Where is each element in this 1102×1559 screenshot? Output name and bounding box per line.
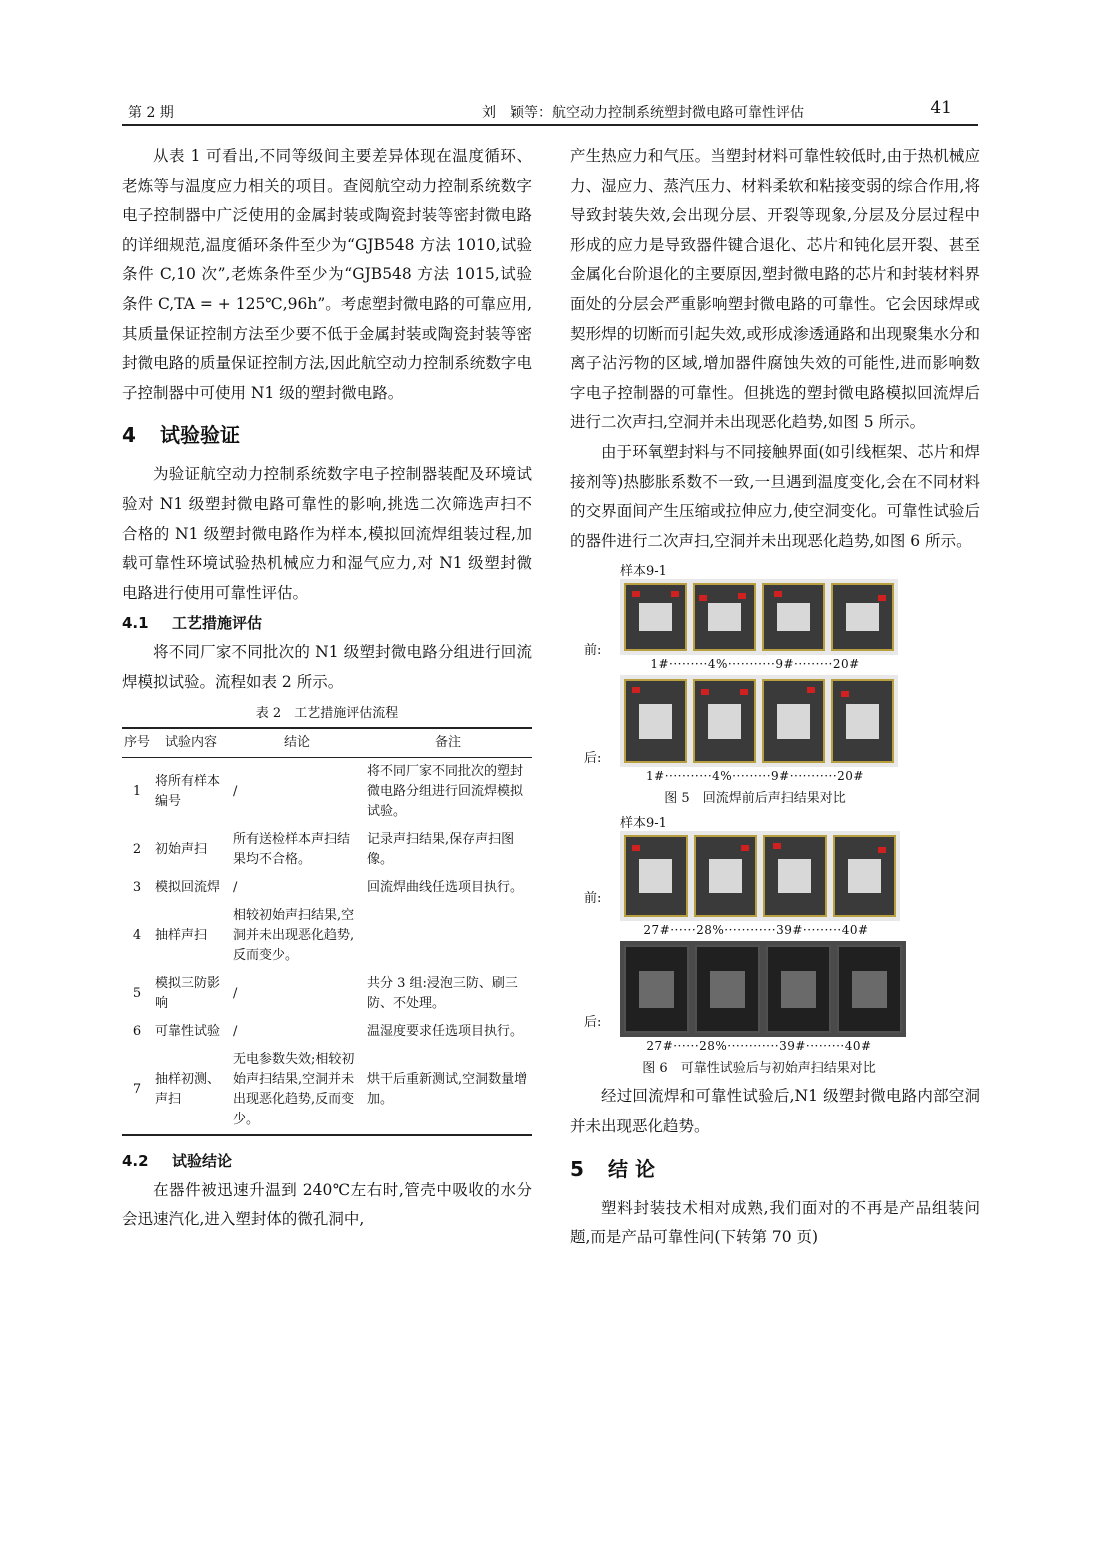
table-row — [122, 826, 532, 874]
row-item: 抽样初测、声扫 — [152, 1046, 230, 1135]
row-number: 7 — [122, 1046, 152, 1135]
scan-image-after — [620, 675, 898, 767]
subsection-heading-4-2 — [122, 1148, 532, 1174]
table-caption: 表 2 工艺措施评估流程 — [255, 705, 399, 721]
table-row — [122, 970, 532, 1018]
row-result: / — [233, 783, 238, 799]
row-number: 3 — [132, 879, 142, 895]
section-heading-5 — [570, 1154, 980, 1184]
section-heading-4 — [122, 420, 532, 450]
paragraph: 为验证航空动力控制系统数字电子控制器装配及环境试验对 N1 级塑封微电路可靠性的影响,挑选二次筛选声扫不合格的 N1 级塑封微电路作为样本,模拟回流焊组装过程,加载可靠性环境试验热机械应力和湿气应力,对 N1 级塑封微电路进行使用可靠性评估。 — [122, 465, 532, 602]
paragraph: 产生热应力和气压。当塑封材料可靠性较低时,由于热机械应力、湿应力、蒸汽压力、材料柔软和粘接变弱的综合作用,将导致封装失效,会出现分层、开裂等现象,分层及分层过程中形成的应力是导致器件键合退化、芯片和钝化层开裂、甚至金属化台阶退化的主要原因,塑封微电路的芯片和封装材料界面处的分层会严重影响塑封微电路的可靠性。它会因球焊或契形焊的切断而引起失效,或形成渗透通路和出现聚集水分和离子沾污物的区域,增加器件腐蚀失效的可能性,进而影响数字电子控制器的可靠性。但挑选的塑封微电路模拟回流焊后进行二次声扫,空洞并未出现恶化趋势,如图 5 所示。 — [570, 147, 980, 432]
right-column — [570, 142, 980, 1253]
chip-image — [693, 583, 756, 651]
row-item: 初始声扫 — [155, 841, 208, 857]
figure-5 — [584, 560, 940, 807]
row-number: 2 — [132, 841, 142, 857]
chip-image — [693, 679, 756, 763]
chip-image — [763, 835, 827, 917]
paragraph: 在器件被迅速升温到 240℃左右时,管壳中吸收的水分会迅速汽化,进入塑封体的微孔洞中, — [122, 1180, 532, 1229]
sample-ticks: 1#·········4%···········9#·········20# — [650, 657, 860, 672]
row-note: 将不同厂家不同批次的塑封微电路分组进行回流焊模拟试验。 — [367, 763, 524, 819]
chip-image — [694, 835, 758, 917]
running-title: 刘 颖等：航空动力控制系统塑封微电路可靠性评估 — [482, 105, 804, 121]
subsection-title: 试验结论 — [172, 1151, 233, 1170]
table-header-cell: 结论 — [230, 728, 364, 758]
figure-caption: 图 5 回流焊前后声扫结果对比 — [664, 791, 846, 807]
figure-sample-label: 样本9-1 — [620, 816, 667, 832]
before-label: 前: — [584, 643, 602, 659]
chip-image — [831, 583, 894, 651]
subsection-number: 4.1 — [122, 614, 149, 633]
row-item: 可靠性试验 — [155, 1023, 221, 1039]
row-result: / — [233, 879, 238, 895]
after-label: 后: — [584, 751, 602, 767]
row-note: 回流焊曲线任选项目执行。 — [367, 879, 524, 895]
row-result: 所有送检样本声扫结果均不合格。 — [233, 831, 351, 867]
section-number: 5 — [570, 1156, 584, 1181]
subsection-number: 4.2 — [122, 1151, 149, 1170]
paragraph: 塑料封装技术相对成熟,我们面对的不再是产品组装问题,而是产品可靠性问(下转第 70 页) — [570, 1198, 980, 1247]
chip-image — [624, 945, 689, 1033]
chip-image — [833, 835, 897, 917]
row-number: 6 — [132, 1023, 142, 1039]
paragraph: 经过回流焊和可靠性试验后,N1 级塑封微电路内部空洞并未出现恶化趋势。 — [570, 1087, 980, 1135]
paragraph: 将不同厂家不同批次的 N1 级塑封微电路分组进行回流焊模拟试验。流程如表 2 所示。 — [122, 643, 532, 691]
row-result: / — [233, 985, 238, 1001]
sample-ticks: 1#···········4%·········9#···········20# — [646, 769, 864, 784]
row-item: 将所有样本编号 — [155, 773, 221, 809]
sample-ticks: 27#······28%············39#·········40# — [646, 1039, 872, 1054]
chip-image — [624, 679, 687, 763]
row-number: 5 — [132, 985, 142, 1001]
scan-image-before — [620, 579, 898, 655]
before-label: 前: — [584, 891, 602, 907]
row-note — [364, 902, 532, 970]
row-item: 模拟回流焊 — [155, 879, 221, 895]
row-note: 烘干后重新测试,空洞数量增加。 — [364, 1046, 532, 1135]
table-header-cell: 备注 — [364, 728, 532, 758]
scan-image-after — [620, 941, 906, 1037]
table-header-cell: 序号 — [122, 728, 152, 758]
subsection-heading-4-1 — [122, 610, 532, 636]
section-number: 4 — [122, 423, 136, 448]
chip-image — [837, 945, 902, 1033]
table-row — [122, 1018, 532, 1046]
table-row — [122, 902, 532, 970]
table-row — [122, 757, 532, 826]
table-header-row — [122, 728, 532, 758]
chip-image — [624, 835, 688, 917]
process-table — [122, 727, 532, 1136]
chip-image — [762, 583, 825, 651]
table-row — [122, 1046, 532, 1135]
chip-image — [831, 679, 894, 763]
chip-image — [624, 583, 687, 651]
scan-image-before — [620, 831, 900, 921]
issue-label: 第 2 期 — [128, 105, 174, 121]
row-item: 抽样声扫 — [155, 927, 208, 943]
table-header-cell: 试验内容 — [152, 728, 230, 758]
row-note: 记录声扫结果,保存声扫图像。 — [367, 831, 515, 867]
row-number: 4 — [132, 927, 142, 943]
running-header — [122, 98, 978, 126]
after-label: 后: — [584, 1015, 602, 1031]
chip-image — [766, 945, 831, 1033]
chip-image — [695, 945, 760, 1033]
section-title: 试验验证 — [160, 423, 240, 448]
section-title: 结 论 — [608, 1156, 655, 1181]
figure-caption: 图 6 可靠性试验后与初始声扫结果对比 — [642, 1061, 876, 1077]
figure-6 — [584, 812, 940, 1077]
chip-image — [762, 679, 825, 763]
row-note: 共分 3 组:浸泡三防、刷三防、不处理。 — [367, 975, 518, 1011]
table-row — [122, 874, 532, 902]
subsection-title: 工艺措施评估 — [172, 614, 263, 633]
row-result: 相较初始声扫结果,空洞并未出现恶化趋势,反而变少。 — [233, 907, 355, 963]
paragraph: 从表 1 可看出,不同等级间主要差异体现在温度循环、老炼等与温度应力相关的项目。查阅航空动力控制系统数字电子控制器中广泛使用的金属封装或陶瓷封装等密封微电路的详细规范,温度循环条件至少为“GJB548 方法 1010,试验条件 C,10 次”,老炼条件至少为“GJB548 方法 1015,试验条件 C,TA = + 125℃,96h”。考虑塑封微电路的可靠应用,其质量保证控制方法至少要不低于金属封装或陶瓷封装等密封微电路的质量保证控制方法,因此航空动力控制系统数字电子控制器中可使用 N1 级的塑封微电路。 — [122, 147, 532, 402]
row-item: 模拟三防影响 — [155, 975, 221, 1011]
row-note: 温湿度要求任选项目执行。 — [367, 1023, 524, 1039]
row-result: 无电参数失效;相较初始声扫结果,空洞并未出现恶化趋势,反而变少。 — [230, 1046, 364, 1135]
paragraph: 由于环氧塑封料与不同接触界面(如引线框架、芯片和焊接剂等)热膨胀系数不一致,一旦遇到温度变化,会在不同材料的交界面间产生压缩或拉伸应力,使空洞变化。可靠性试验后的器件进行二次声扫,空洞并未出现恶化趋势,如图 6 所示。 — [570, 442, 980, 550]
figure-sample-label: 样本9-1 — [620, 564, 667, 580]
left-column — [122, 142, 532, 1235]
page-number: 41 — [930, 98, 952, 118]
row-number: 1 — [132, 783, 142, 799]
row-result: / — [233, 1023, 238, 1039]
sample-ticks: 27#······28%············39#·········40# — [643, 923, 869, 938]
